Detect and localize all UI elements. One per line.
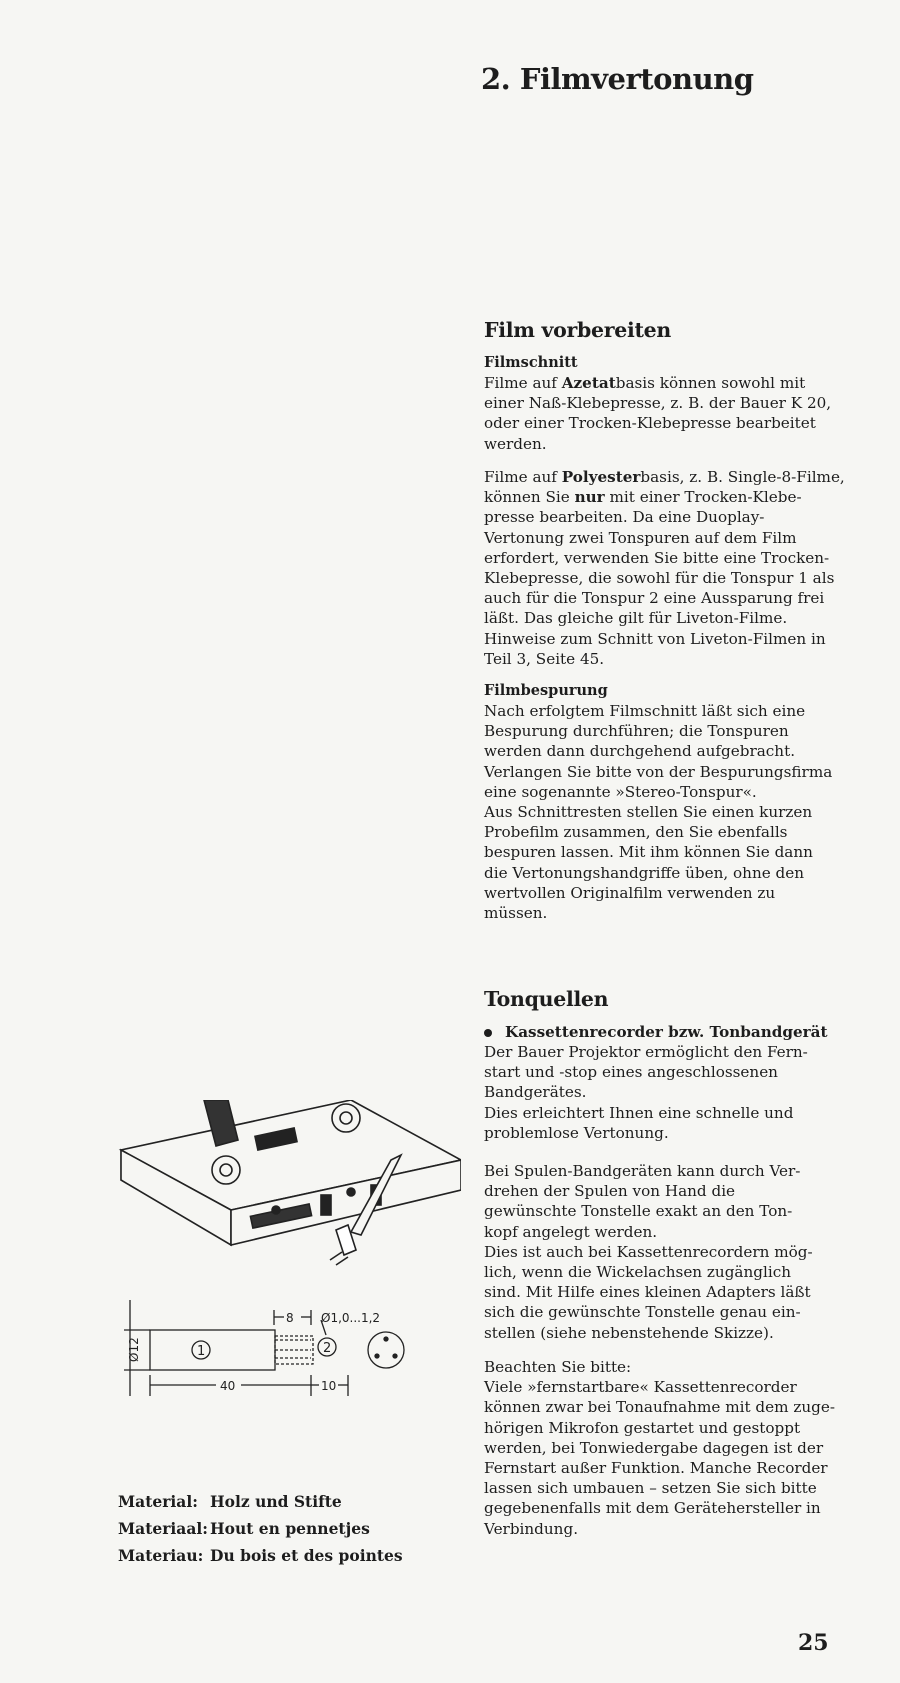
material-value: Hout en pennetjes	[210, 1519, 370, 1538]
text-line: Bespurung durchführen; die Tonspuren	[484, 722, 789, 741]
text-line: Der Bauer Projektor ermöglicht den Fern-	[484, 1043, 808, 1061]
text-line: sind. Mit Hilfe eines kleinen Adapters läßt	[484, 1283, 811, 1302]
text-line: problemlose Vertonung.	[484, 1123, 669, 1142]
subheading-filmschnitt: Filmschnitt	[484, 354, 578, 371]
text-line: Hinweise zum Schnitt von Liveton-Filmen in	[484, 629, 826, 648]
text-line: Bei Spulen-Bandgeräten kann durch Ver-	[484, 1162, 801, 1180]
dimension-body-diameter: Ø12	[127, 1337, 141, 1362]
text-line: drehen der Spulen von Hand die	[484, 1182, 736, 1201]
paragraph-tonquellen-3	[484, 1357, 835, 1539]
part-2-label: 2	[323, 1341, 332, 1356]
text-line: Bandgerätes.	[484, 1083, 587, 1102]
material-value: Du bois et des pointes	[210, 1546, 403, 1565]
text-line: Filme auf Polyesterbasis, z. B. Single-8-Filme,	[484, 468, 845, 486]
text-line: gegebenenfalls mit dem Gerätehersteller in	[484, 1499, 821, 1518]
paragraph-tonquellen-1	[484, 1042, 829, 1143]
text-line: lassen sich umbauen – setzen Sie sich bitte	[484, 1479, 817, 1498]
text-line: Filme auf Azetatbasis können sowohl mit	[484, 374, 806, 392]
text-line: erfordert, verwenden Sie bitte eine Trocken-	[484, 548, 830, 567]
text-line: kopf angelegt werden.	[484, 1222, 658, 1241]
text-line: Verbindung.	[484, 1519, 579, 1538]
text-line: müssen.	[484, 904, 548, 923]
text-line: auch für die Tonspur 2 eine Aussparung frei	[484, 589, 825, 608]
text-line: sich die gewünschte Tonstelle genau ein-	[484, 1303, 801, 1322]
text-line: wertvollen Originalfilm verwenden zu	[484, 883, 776, 902]
text-line: werden.	[484, 434, 547, 453]
text-line: Probefilm zusammen, den Sie ebenfalls	[484, 823, 788, 842]
subheading-filmbespurung: Filmbespurung	[484, 682, 608, 699]
text-line: Verlangen Sie bitte von der Bespurungsfirma	[484, 762, 833, 781]
text-line: Aus Schnittresten stellen Sie einen kurzen	[484, 803, 813, 822]
text-line: lich, wenn die Wickelachsen zugänglich	[484, 1263, 791, 1282]
text-line: die Vertonungshandgriffe üben, ohne den	[484, 863, 805, 882]
text-line: Beachten Sie bitte:	[484, 1358, 632, 1376]
text-line: start und -stop eines angeschlossenen	[484, 1063, 778, 1082]
dimension-10: 10	[321, 1379, 337, 1393]
dimension-pin-diameter: Ø1,0...1,2	[321, 1311, 381, 1325]
cassette-drawing	[121, 1100, 461, 1265]
text-line: einer Naß-Klebepresse, z. B. der Bauer K 20,	[484, 394, 832, 413]
adapter-sketch	[124, 1300, 404, 1396]
text-line: Dies ist auch bei Kassettenrecordern mög-	[484, 1242, 813, 1261]
paragraph-filmschnitt-1	[484, 373, 832, 454]
text-line: hörigen Mikrofon gestartet und gestoppt	[484, 1418, 801, 1437]
adapter-body	[150, 1330, 275, 1370]
text-line: presse bearbeiten. Da eine Duoplay-	[484, 508, 765, 527]
text-line: Dies erleichtert Ihnen eine schnelle und	[484, 1103, 794, 1122]
part-1-label: 1	[197, 1344, 206, 1359]
section-title-tonquellen: Tonquellen	[484, 987, 609, 1011]
text-line: oder einer Trocken-Klebepresse bearbeitet	[484, 414, 816, 433]
text-line: bespuren lassen. Mit ihm können Sie dann	[484, 843, 813, 862]
text-line: Fernstart außer Funktion. Manche Recorder	[484, 1459, 828, 1478]
paragraph-tonquellen-2	[484, 1161, 829, 1343]
text-line: werden, bei Tonwiedergabe dagegen ist der	[484, 1438, 824, 1457]
text-line: stellen (siehe nebenstehende Skizze).	[484, 1323, 774, 1342]
dimension-40: 40	[220, 1379, 236, 1393]
text-line: gewünschte Tonstelle exakt an den Ton-	[484, 1202, 793, 1221]
text-line: Vertonung zwei Tonspuren auf dem Film	[484, 528, 797, 547]
text-line: eine sogenannte »Stereo-Tonspur«.	[484, 782, 757, 801]
text-line: können zwar bei Tonaufnahme mit dem zuge-	[484, 1398, 835, 1417]
material-label: Materiau:	[118, 1546, 204, 1565]
text-line: Viele »fernstartbare« Kassettenrecorder	[484, 1378, 797, 1397]
text-line: läßt. Das gleiche gilt für Liveton-Filme.	[484, 609, 788, 628]
bullet-icon	[484, 1029, 492, 1037]
text-line: Teil 3, Seite 45.	[484, 649, 605, 668]
text-line: werden dann durchgehend aufgebracht.	[484, 742, 796, 761]
paragraph-filmbespurung	[484, 701, 833, 923]
material-value: Holz und Stifte	[210, 1492, 342, 1511]
bullet-heading: Kassettenrecorder bzw. Tonbandgerät	[505, 1023, 828, 1041]
material-label: Materiaal:	[118, 1519, 208, 1538]
section-title-film-vorbereiten: Film vorbereiten	[484, 318, 671, 342]
chapter-title: 2. Filmvertonung	[481, 62, 754, 96]
text-line: können Sie nur mit einer Trocken-Klebe-	[484, 488, 802, 507]
cassette-adapter-illustration	[116, 1100, 461, 1480]
material-label: Material:	[118, 1492, 198, 1511]
text-line: Klebepresse, die sowohl für die Tonspur 1 als	[484, 569, 835, 588]
page-number: 25	[798, 1630, 829, 1656]
paragraph-filmschnitt-2	[484, 467, 845, 669]
dimension-8: 8	[286, 1311, 294, 1325]
text-line: Nach erfolgtem Filmschnitt läßt sich eine	[484, 702, 806, 720]
